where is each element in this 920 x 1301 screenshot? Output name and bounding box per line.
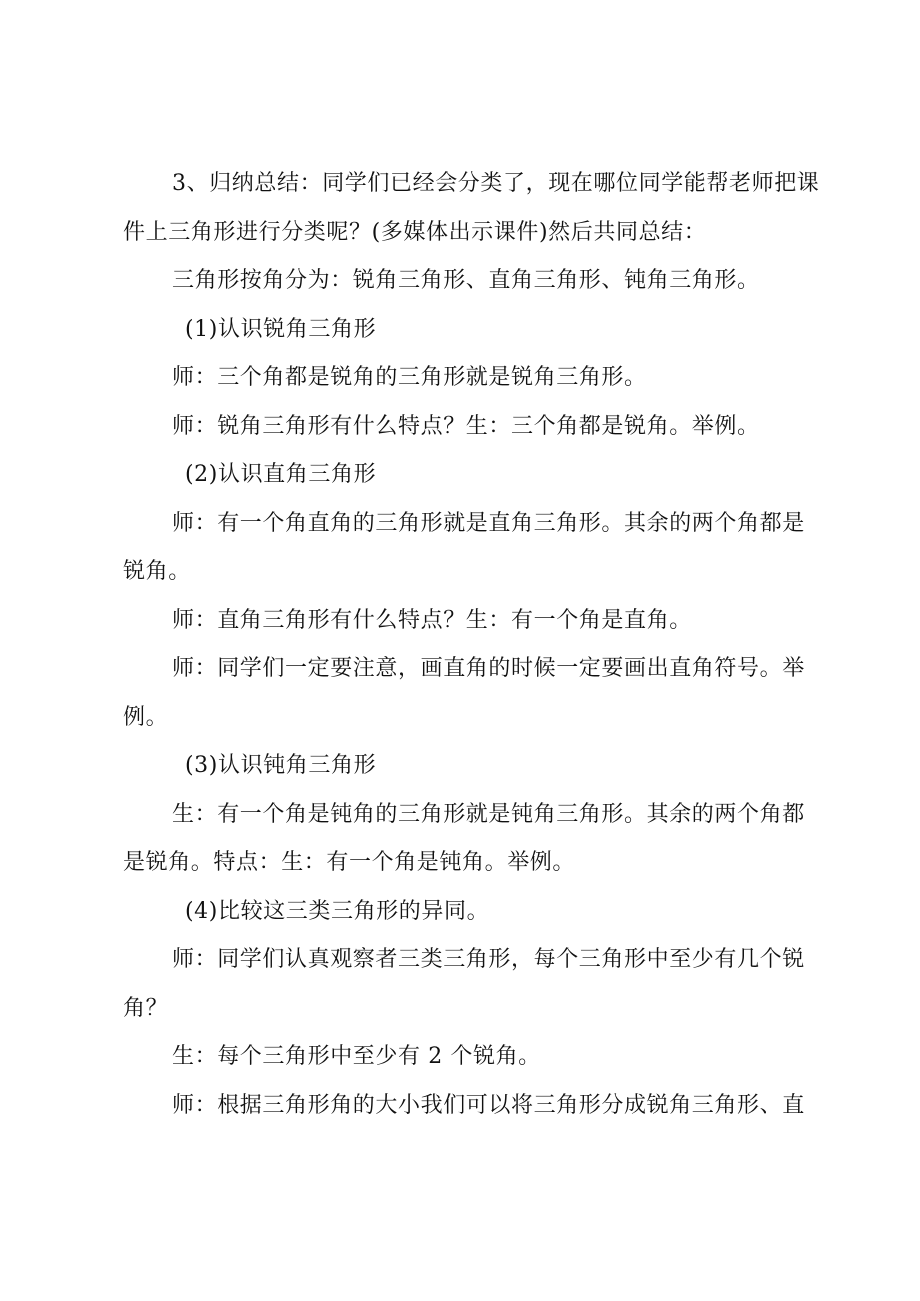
- paragraph-summary: 3、归纳总结：同学们已经会分类了，现在哪位同学能帮老师把课件上三角形进行分类呢？(多媒体出示课件)然后共同总结：: [123, 171, 820, 245]
- paragraph-conclusion: 师：根据三角形角的大小我们可以将三角形分成锐角三角形、直: [172, 1092, 805, 1118]
- paragraph-classification: 三角形按角分为：锐角三角形、直角三角形、钝角三角形。: [172, 268, 760, 293]
- paragraph-compare-question: 师：同学们认真观察者三类三角形，每个三角形中至少有几个锐角？: [123, 947, 805, 1021]
- paragraph-right-features: 师：直角三角形有什么特点？生：有一个角是直角。: [172, 607, 692, 633]
- paragraph-acute-definition: 师：三个角都是锐角的三角形就是锐角三角形。: [172, 365, 647, 390]
- paragraph-obtuse-definition: 生：有一个角是钝角的三角形就是钝角三角形。其余的两个角都是锐角。特点：生：有一个角是钝角。举例。: [123, 801, 805, 875]
- paragraph-right-definition: 师：有一个角直角的三角形就是直角三角形。其余的两个角都是锐角。: [123, 510, 805, 584]
- paragraph-acute-features: 师：锐角三角形有什么特点？生：三个角都是锐角。举例。: [172, 413, 760, 439]
- heading-right-triangle: (2)认识直角三角形: [185, 462, 377, 487]
- paragraph-compare-answer: 生：每个三角形中至少有 2 个锐角。: [172, 1044, 541, 1069]
- document-body: [123, 160, 823, 1130]
- heading-acute-triangle: (1)认识锐角三角形: [185, 316, 377, 342]
- heading-obtuse-triangle: (3)认识钝角三角形: [185, 753, 377, 778]
- heading-compare-triangles: (4)比较这三类三角形的异同。: [185, 898, 490, 924]
- paragraph-right-angle-symbol: 师：同学们一定要注意，画直角的时候一定要画出直角符号。举例。: [123, 656, 805, 730]
